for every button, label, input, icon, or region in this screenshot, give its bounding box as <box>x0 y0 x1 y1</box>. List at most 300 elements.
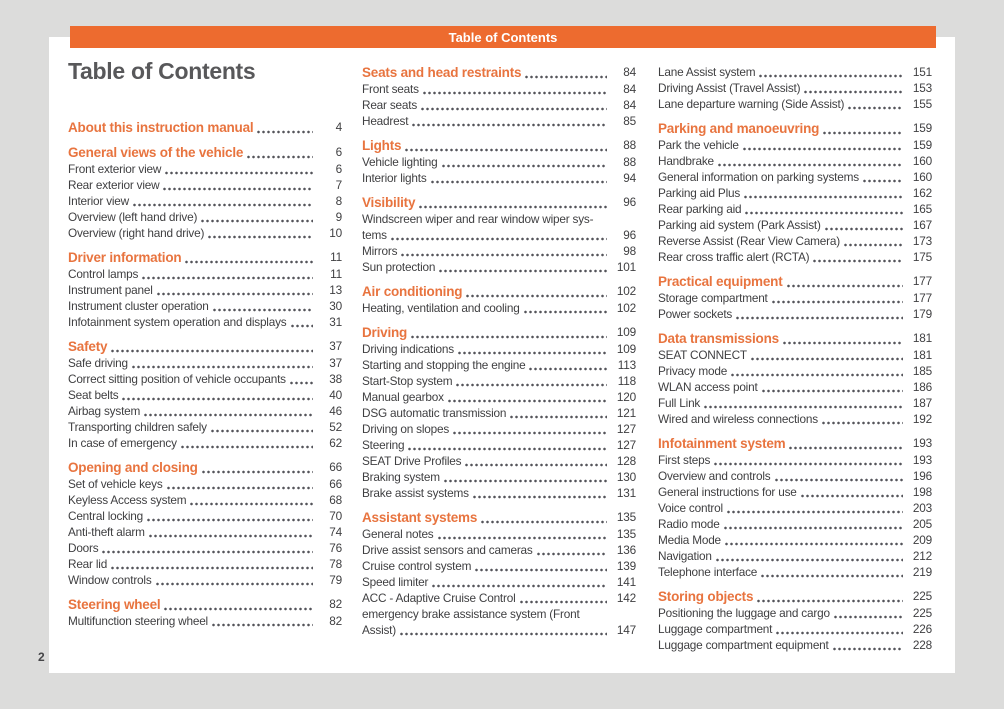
dot-leader <box>725 532 903 548</box>
toc-section-heading[interactable] <box>658 330 932 347</box>
toc-entry[interactable] <box>658 233 932 249</box>
toc-section-heading[interactable] <box>362 137 636 154</box>
toc-entry-label: Positioning the luggage and cargo <box>658 606 830 620</box>
toc-entry[interactable] <box>362 437 636 453</box>
toc-entry[interactable] <box>68 524 342 540</box>
toc-entry[interactable] <box>68 177 342 193</box>
dot-leader <box>848 96 903 112</box>
toc-entry[interactable] <box>658 637 932 653</box>
toc-section-heading[interactable] <box>658 435 932 452</box>
page-ref: 88 <box>623 155 636 169</box>
toc-entry[interactable] <box>658 64 932 80</box>
dot-leader <box>405 138 607 154</box>
page-ref: 96 <box>623 228 636 242</box>
toc-section <box>658 588 932 653</box>
dot-leader <box>761 564 903 580</box>
toc-section-heading[interactable] <box>68 119 342 136</box>
toc-section <box>658 435 932 580</box>
toc-entry-label: Navigation <box>658 549 712 563</box>
toc-entry-label: In case of emergency <box>68 436 177 450</box>
dot-leader <box>147 508 313 524</box>
page-ref: 66 <box>329 477 342 491</box>
toc-entry[interactable] <box>658 548 932 564</box>
toc-entry[interactable] <box>658 452 932 468</box>
dot-leader <box>822 411 903 427</box>
toc-entry-label: Driving on slopes <box>362 422 450 436</box>
dot-leader <box>257 120 313 136</box>
page-ref: 84 <box>623 65 636 79</box>
dot-leader <box>412 113 607 129</box>
toc-entry[interactable] <box>658 137 932 153</box>
toc-entry[interactable] <box>68 613 342 629</box>
toc-entry-label: Luggage compartment equipment <box>658 638 829 652</box>
dot-leader <box>529 357 607 373</box>
dot-leader <box>456 373 607 389</box>
dot-leader <box>524 300 607 316</box>
toc-entry[interactable] <box>658 217 932 233</box>
toc-entry-label: Lane departure warning (Side Assist) <box>658 97 845 111</box>
dot-leader <box>213 298 313 314</box>
toc-entry[interactable] <box>68 298 342 314</box>
page-ref: 225 <box>912 589 932 603</box>
dot-leader <box>762 379 903 395</box>
toc-entry[interactable] <box>362 542 636 558</box>
toc-entry[interactable] <box>362 453 636 469</box>
toc-section-heading[interactable] <box>68 338 342 355</box>
page-ref: 226 <box>912 622 932 636</box>
toc-entry[interactable] <box>362 574 636 590</box>
toc-entry[interactable] <box>658 532 932 548</box>
dot-leader <box>744 185 903 201</box>
toc-section-title: Driving <box>362 325 408 340</box>
page-ref: 187 <box>912 396 932 410</box>
toc-entry-label: Seat belts <box>68 388 119 402</box>
page-ref: 85 <box>623 114 636 128</box>
toc-entry[interactable] <box>658 306 932 322</box>
toc-section-heading[interactable] <box>658 588 932 605</box>
page-ref: 6 <box>335 162 342 176</box>
page-ref: 212 <box>912 549 932 563</box>
toc-entry-label: tems <box>362 228 387 242</box>
page-ref: 30 <box>329 299 342 313</box>
dot-leader <box>165 161 313 177</box>
toc-section-title: Practical equipment <box>658 274 783 289</box>
toc-entry[interactable] <box>658 395 932 411</box>
dot-leader <box>156 572 313 588</box>
toc-entry[interactable] <box>362 154 636 170</box>
toc-entry[interactable] <box>68 225 342 241</box>
toc-entry-label: Anti-theft alarm <box>68 525 145 539</box>
toc-entry[interactable] <box>658 379 932 395</box>
toc-entry-label: SEAT CONNECT <box>658 348 747 362</box>
dot-leader <box>757 589 903 605</box>
page-ref: 205 <box>912 517 932 531</box>
toc-section-heading[interactable] <box>362 283 636 300</box>
dot-leader <box>438 526 607 542</box>
page-ref: 11 <box>330 267 342 281</box>
toc-section-title: Parking and manoeuvring <box>658 121 820 136</box>
toc-entry-label: Parking aid Plus <box>658 186 741 200</box>
toc-entry[interactable] <box>362 405 636 421</box>
toc-entry[interactable] <box>68 371 342 387</box>
page-ref: 74 <box>329 525 342 539</box>
toc-section-title: Driver information <box>68 250 182 265</box>
toc-entry[interactable] <box>68 508 342 524</box>
page-ref: 94 <box>623 171 636 185</box>
toc-entry-label: Overview and controls <box>658 469 771 483</box>
dot-leader <box>142 266 313 282</box>
dot-leader <box>291 314 314 330</box>
page-ref: 37 <box>329 339 342 353</box>
page-ref: 76 <box>329 541 342 555</box>
dot-leader <box>448 389 607 405</box>
toc-entry-label: Driving Assist (Travel Assist) <box>658 81 801 95</box>
dot-leader <box>111 339 313 355</box>
page-ref: 9 <box>335 210 342 224</box>
dot-leader <box>421 97 607 113</box>
dot-leader <box>122 387 313 403</box>
toc-entry-label: Multifunction steering wheel <box>68 614 208 628</box>
toc-entry-label: Rear parking aid <box>658 202 742 216</box>
dot-leader <box>525 65 607 81</box>
toc-section-title: Air conditioning <box>362 284 463 299</box>
toc-section-title: Opening and closing <box>68 460 198 475</box>
dot-leader <box>111 556 313 572</box>
dot-leader <box>442 154 607 170</box>
dot-leader <box>439 259 607 275</box>
page-ref: 173 <box>912 234 932 248</box>
toc-section-heading[interactable] <box>362 324 636 341</box>
page-ref: 192 <box>912 412 932 426</box>
toc-section <box>362 137 636 186</box>
page-ref: 113 <box>617 358 636 372</box>
toc-section <box>658 330 932 427</box>
toc-entry[interactable] <box>68 540 342 556</box>
toc-section-title: Seats and head restraints <box>362 65 522 80</box>
toc-entry-label: Correct sitting position of vehicle occupants <box>68 372 286 386</box>
toc-entry[interactable] <box>362 421 636 437</box>
dot-leader <box>833 637 903 653</box>
toc-entry[interactable] <box>658 621 932 637</box>
toc-entry[interactable] <box>362 113 636 129</box>
page-ref: 102 <box>616 301 636 315</box>
dot-leader <box>419 195 607 211</box>
dot-leader <box>465 453 607 469</box>
toc-entry-label: ACC - Adaptive Cruise Control <box>362 591 516 605</box>
toc-entry[interactable] <box>658 347 932 363</box>
toc-entry-label: Airbag system <box>68 404 141 418</box>
page-ref: 82 <box>329 597 342 611</box>
toc-entry[interactable] <box>68 387 342 403</box>
toc-section <box>362 194 636 275</box>
toc-entry-label: Privacy mode <box>658 364 728 378</box>
toc-section-title: General views of the vehicle <box>68 145 244 160</box>
toc-entry[interactable] <box>68 266 342 282</box>
toc-entry[interactable] <box>658 185 932 201</box>
toc-entry[interactable] <box>658 169 932 185</box>
page-ref: 135 <box>616 527 636 541</box>
toc-entry[interactable] <box>362 373 636 389</box>
page-ref: 228 <box>912 638 932 652</box>
toc-section-heading[interactable] <box>362 64 636 81</box>
toc-entry[interactable] <box>362 389 636 405</box>
toc-section-heading[interactable] <box>68 144 342 161</box>
toc-entry[interactable] <box>658 564 932 580</box>
toc-entry[interactable] <box>658 153 932 169</box>
toc-entry-label: Driving indications <box>362 342 454 356</box>
toc-entry-label: Starting and stopping the engine <box>362 358 526 372</box>
page-ref: 96 <box>623 195 636 209</box>
toc-entry[interactable] <box>362 259 636 275</box>
header-bar <box>70 26 936 48</box>
toc-entry[interactable] <box>658 484 932 500</box>
page-ref: 186 <box>912 380 932 394</box>
toc-entry-label: Front seats <box>362 82 419 96</box>
toc-entry[interactable] <box>658 80 932 96</box>
page-ref: 13 <box>329 283 342 297</box>
page-ref: 181 <box>912 331 932 345</box>
toc-section-title: About this instruction manual <box>68 120 254 135</box>
page-ref: 196 <box>912 469 932 483</box>
page-ref: 162 <box>912 186 932 200</box>
page-ref: 131 <box>616 486 636 500</box>
toc-section <box>68 596 342 629</box>
toc-entry[interactable] <box>362 590 636 606</box>
page-ref: 181 <box>912 348 932 362</box>
toc-entry-label: Assist) <box>362 623 396 637</box>
toc-entry-label: Sun protection <box>362 260 436 274</box>
dot-leader <box>208 225 313 241</box>
toc-section-title: Assistant systems <box>362 510 478 525</box>
toc-entry[interactable] <box>362 97 636 113</box>
page-ref: 82 <box>329 614 342 628</box>
toc-entry[interactable] <box>362 227 636 243</box>
page-ref: 165 <box>912 202 932 216</box>
toc-entry-label: Media Mode <box>658 533 721 547</box>
toc-section-heading[interactable] <box>68 459 342 476</box>
page-ref: 118 <box>617 374 636 388</box>
dot-leader <box>731 363 903 379</box>
dot-leader <box>408 437 607 453</box>
page-ref: 193 <box>912 436 932 450</box>
dot-leader <box>783 331 903 347</box>
toc-entry[interactable] <box>68 476 342 492</box>
toc-entry[interactable] <box>658 516 932 532</box>
page-ref: 141 <box>616 575 636 589</box>
toc-entry[interactable] <box>362 622 636 638</box>
toc-entry-label: WLAN access point <box>658 380 758 394</box>
page-ref: 159 <box>912 121 932 135</box>
toc-entry-label: Parking aid system (Park Assist) <box>658 218 821 232</box>
page-ref: 52 <box>329 420 342 434</box>
toc-entry[interactable] <box>362 81 636 97</box>
page-ref: 193 <box>912 453 932 467</box>
toc-section-heading[interactable] <box>658 273 932 290</box>
toc-entry-label: Full Link <box>658 396 701 410</box>
toc-entry-label: Safe driving <box>68 356 128 370</box>
toc-section <box>362 324 636 501</box>
dot-leader <box>716 548 903 564</box>
toc-entry[interactable] <box>68 492 342 508</box>
page-ref: 147 <box>616 623 636 637</box>
toc-section <box>68 249 342 330</box>
dot-leader <box>813 249 903 265</box>
toc-section-heading[interactable] <box>658 120 932 137</box>
toc-section-heading[interactable] <box>362 194 636 211</box>
dot-leader <box>102 540 313 556</box>
page-ref: 98 <box>623 244 636 258</box>
toc-entry-label: Wired and wireless connections <box>658 412 818 426</box>
dot-leader <box>444 469 607 485</box>
dot-leader <box>185 250 313 266</box>
toc-entry[interactable] <box>362 243 636 259</box>
toc-entry[interactable] <box>362 558 636 574</box>
toc-entry-label: Rear exterior view <box>68 178 160 192</box>
page-ref: 160 <box>912 170 932 184</box>
page-ref: 38 <box>329 372 342 386</box>
dot-leader <box>743 137 903 153</box>
toc-entry-label: DSG automatic transmission <box>362 406 507 420</box>
toc-entry[interactable] <box>362 300 636 316</box>
toc-entry[interactable] <box>362 526 636 542</box>
toc-section-title: Infotainment system <box>658 436 786 451</box>
page-ref: 136 <box>616 543 636 557</box>
toc-section-title: Safety <box>68 339 108 354</box>
toc-entry-label: Storage compartment <box>658 291 768 305</box>
dot-leader <box>724 516 903 532</box>
toc-entry-label: Park the vehicle <box>658 138 739 152</box>
toc-entry-label: Power sockets <box>658 307 733 321</box>
toc-entry[interactable] <box>658 468 932 484</box>
toc-entry[interactable] <box>362 341 636 357</box>
toc-entry[interactable] <box>362 469 636 485</box>
page-ref: 198 <box>912 485 932 499</box>
page-ref: 37 <box>329 356 342 370</box>
page-ref: 177 <box>912 291 932 305</box>
toc-entry[interactable] <box>68 435 342 451</box>
dot-leader <box>727 500 903 516</box>
toc-section <box>658 64 932 112</box>
toc-entry[interactable] <box>658 290 932 306</box>
page-ref: 209 <box>912 533 932 547</box>
toc-entry[interactable] <box>68 282 342 298</box>
page-ref: 135 <box>616 510 636 524</box>
toc-section-heading[interactable] <box>362 509 636 526</box>
toc-entry[interactable] <box>68 314 342 330</box>
toc-entry-label: Luggage compartment <box>658 622 773 636</box>
toc-entry[interactable] <box>658 363 932 379</box>
toc-entry-label: Start-Stop system <box>362 374 453 388</box>
toc-entry-label: Steering <box>362 438 405 452</box>
toc-entry-label: Rear seats <box>362 98 418 112</box>
dot-leader <box>290 371 313 387</box>
page-ref: 46 <box>329 404 342 418</box>
dot-leader <box>520 590 607 606</box>
page-ref: 84 <box>623 98 636 112</box>
dot-leader <box>411 325 607 341</box>
toc-section-heading[interactable] <box>68 249 342 266</box>
toc-entry[interactable] <box>658 411 932 427</box>
toc-entry-label: General notes <box>362 527 434 541</box>
dot-leader <box>789 436 903 452</box>
toc-entry[interactable] <box>658 96 932 112</box>
dot-leader <box>714 452 903 468</box>
dot-leader <box>149 524 313 540</box>
dot-leader <box>163 177 313 193</box>
toc-entry[interactable] <box>68 572 342 588</box>
page-ref: 10 <box>329 226 342 240</box>
toc-entry[interactable] <box>68 403 342 419</box>
page-ref: 142 <box>616 591 636 605</box>
toc-entry[interactable] <box>68 209 342 225</box>
toc-entry[interactable] <box>658 605 932 621</box>
toc-entry[interactable] <box>68 355 342 371</box>
toc-entry[interactable] <box>68 161 342 177</box>
toc-entry-label: Lane Assist system <box>658 65 756 79</box>
toc-entry[interactable] <box>68 419 342 435</box>
dot-leader <box>423 81 607 97</box>
dot-leader <box>751 347 903 363</box>
dot-leader <box>801 484 903 500</box>
toc-section-heading[interactable] <box>68 596 342 613</box>
dot-leader <box>466 284 607 300</box>
toc-entry-label: Transporting children safely <box>68 420 207 434</box>
dot-leader <box>804 80 903 96</box>
toc-column-middle <box>362 64 636 638</box>
toc-entry-label: General instructions for use <box>658 485 797 499</box>
page-ref: 128 <box>616 454 636 468</box>
dot-leader <box>481 510 607 526</box>
toc-entry[interactable] <box>362 485 636 501</box>
page-ref: 139 <box>616 559 636 573</box>
toc-section-title: Lights <box>362 138 402 153</box>
dot-leader <box>247 145 313 161</box>
dot-leader <box>211 419 313 435</box>
toc-entry[interactable] <box>658 500 932 516</box>
page-ref: 6 <box>335 145 342 159</box>
toc-section-title: Steering wheel <box>68 597 161 612</box>
toc-entry[interactable] <box>658 249 932 265</box>
dot-leader <box>157 282 313 298</box>
toc-entry-label: Overview (right hand drive) <box>68 226 205 240</box>
toc-entry[interactable] <box>658 201 932 217</box>
page-ref: 88 <box>623 138 636 152</box>
toc-entry[interactable] <box>362 357 636 373</box>
page-ref: 160 <box>912 154 932 168</box>
page-ref: 4 <box>335 120 342 134</box>
toc-column-right <box>658 64 932 653</box>
toc-section-title: Visibility <box>362 195 416 210</box>
dot-leader <box>736 306 903 322</box>
toc-entry-label: Instrument cluster operation <box>68 299 209 313</box>
toc-entry-label: Speed limiter <box>362 575 429 589</box>
toc-section <box>362 509 636 638</box>
toc-entry-label: Manual gearbox <box>362 390 444 404</box>
toc-entry-label: SEAT Drive Profiles <box>362 454 462 468</box>
toc-entry-label: Set of vehicle keys <box>68 477 163 491</box>
dot-leader <box>431 170 607 186</box>
page-ref: 68 <box>329 493 342 507</box>
toc-entry[interactable] <box>68 556 342 572</box>
page-ref: 79 <box>329 573 342 587</box>
page-ref: 177 <box>912 274 932 288</box>
toc-entry-line1[interactable]: emergency brake assistance system (Front <box>362 607 580 621</box>
toc-entry[interactable] <box>68 193 342 209</box>
dot-leader <box>201 209 313 225</box>
toc-entry-label: Overview (left hand drive) <box>68 210 198 224</box>
toc-entry[interactable] <box>362 170 636 186</box>
toc-entry-line1[interactable]: Windscreen wiper and rear window wiper sys- <box>362 212 594 226</box>
